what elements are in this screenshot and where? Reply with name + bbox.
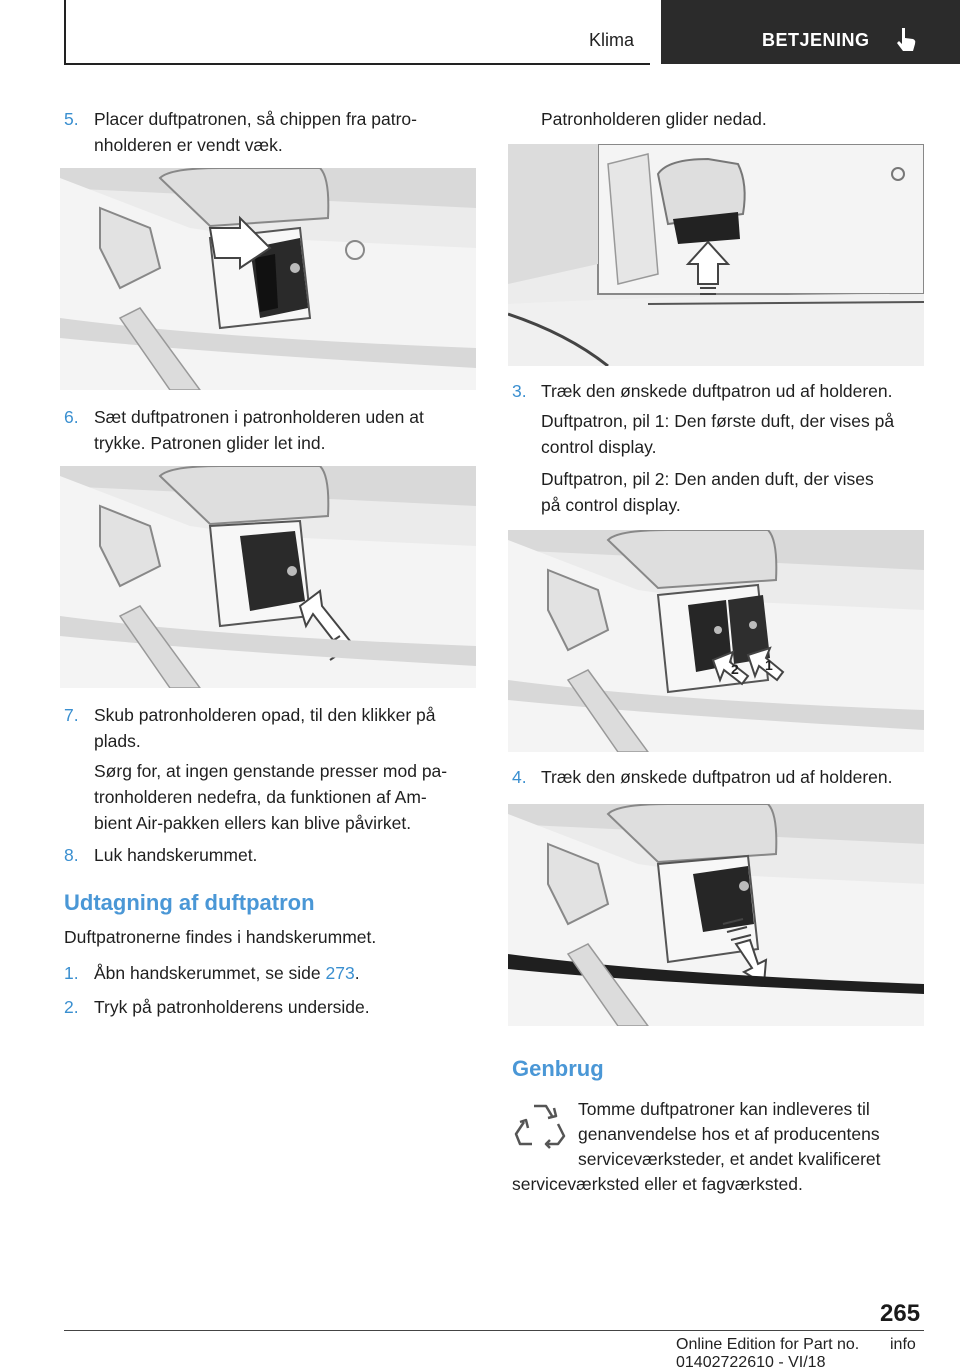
body-text: Patronholderen glider nedad. (541, 109, 767, 129)
arrow-label-2: 2 (731, 661, 739, 677)
step-text: plads. (94, 731, 141, 751)
step-number: 2. (64, 997, 79, 1017)
section-heading: Genbrug (512, 1056, 604, 1081)
note-text: Sørg for, at ingen genstande presser mod pa‐ (94, 761, 448, 781)
step-text: Træk den ønskede duftpatron ud af holderen. (541, 767, 893, 787)
step-text: Sæt duftpatronen i patronholderen uden at (94, 407, 424, 427)
illustration-insert-cartridge (60, 168, 476, 390)
step-text: Luk handskerummet. (94, 845, 258, 865)
recycle-icon (512, 1100, 568, 1150)
watermark-text: info (890, 1336, 916, 1353)
step-number: 1. (64, 963, 79, 983)
body-text: Duftpatron, pil 2: Den anden duft, der vises (541, 469, 874, 489)
note-text: tronholderen nedefra, da funktionen af Am‐ (94, 787, 427, 807)
step-number: 3. (512, 381, 527, 401)
illustration-push-holder (60, 466, 476, 688)
footer-divider (64, 1330, 924, 1331)
step-text: Åbn handskerummet, se side 273. (94, 963, 360, 983)
header-divider (64, 0, 66, 64)
step-number: 5. (64, 109, 79, 129)
section-heading: Udtagning af duftpatron (64, 890, 315, 915)
step-number: 4. (512, 767, 527, 787)
step-number: 6. (64, 407, 79, 427)
body-text: Duftpatron, pil 1: Den første duft, der vises på (541, 411, 895, 431)
section-title: Klima (588, 30, 634, 50)
illustration-two-cartridges (508, 530, 924, 752)
arrow-label-1: 1 (765, 657, 773, 673)
page-number: 265 (880, 1300, 921, 1327)
step-text: nholderen er vendt væk. (94, 135, 283, 155)
recycle-text: genanvendelse hos et af producentens (578, 1124, 880, 1144)
step-text: Placer duftpatronen, så chippen fra patro‐ (94, 109, 417, 129)
step-text: Skub patronholderen opad, til den klikker på (94, 705, 436, 725)
step-number: 7. (64, 705, 79, 725)
step-text: trykke. Patronen glider let ind. (94, 433, 326, 453)
step-text: Træk den ønskede duftpatron ud af holderen. (541, 381, 893, 401)
recycle-text: serviceværksteder, et andet kvalificeret (578, 1149, 881, 1169)
recycle-text: serviceværksted eller et fagværksted. (512, 1174, 803, 1194)
recycle-text: Tomme duftpatroner kan indleveres til (578, 1099, 870, 1119)
illustration-pull-cartridge (508, 804, 924, 1026)
body-text: control display. (541, 437, 657, 457)
body-text: på control display. (541, 495, 681, 515)
intro-text: Duftpatronerne findes i handskerummet. (64, 927, 377, 947)
page-link[interactable]: 273 (325, 963, 355, 983)
step-text: Tryk på patronholderens underside. (94, 997, 370, 1017)
illustration-holder-slides-down (508, 144, 924, 366)
hand-pointer-icon (894, 26, 918, 52)
edition-text: Online Edition for Part no. 01402722610 - VI/18 (676, 1336, 860, 1371)
header-underline (64, 63, 650, 65)
chapter-title: BETJENING (762, 30, 870, 50)
step-number: 8. (64, 845, 79, 865)
note-text: bient Air-pakken ellers kan blive påvirket. (94, 813, 412, 833)
